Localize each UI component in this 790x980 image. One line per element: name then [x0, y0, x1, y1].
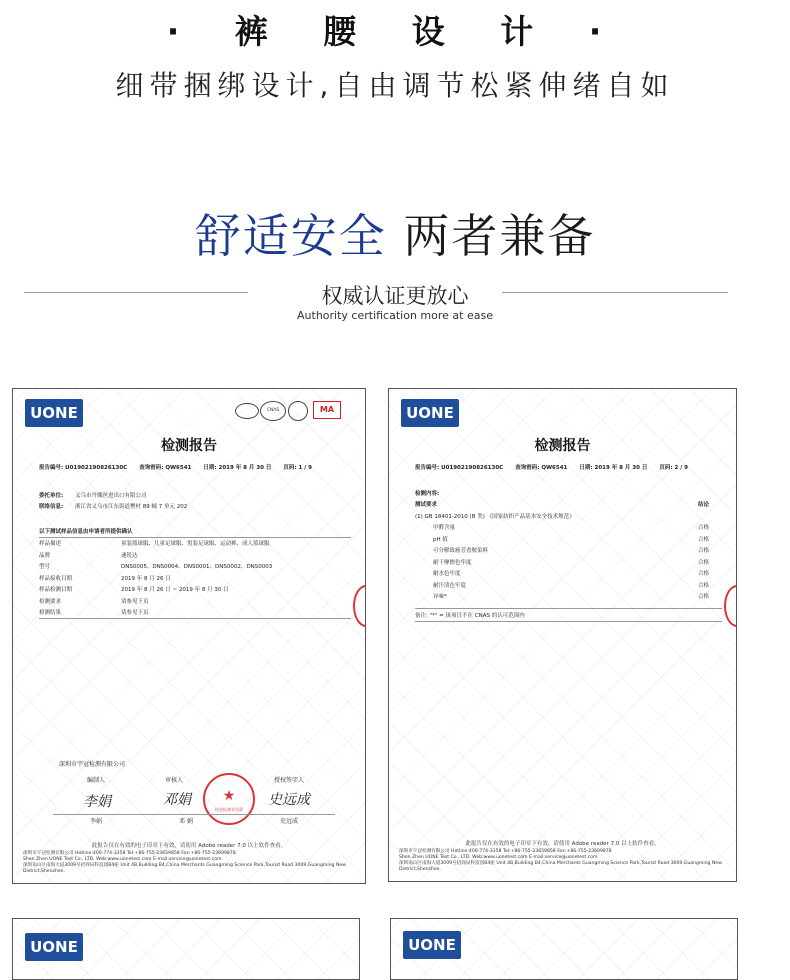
field-value: 2019 年 8 月 26 日	[121, 575, 171, 582]
client-info	[39, 489, 351, 512]
test-result: 合格	[698, 594, 710, 601]
test-standard: (1) GB 18401-2010 (B 类) 《国家纺织产品基本安全技术规范》	[415, 513, 575, 520]
validity-note: 此报告仅在有效的电子印章下有效，请使用 Adobe reader 7.0 以上软件查看。	[91, 843, 287, 849]
cnas-badge: CNAS	[260, 401, 286, 421]
footer-line: 深圳南山区南海大道3009号招商局科技园B4座 Unit 4B,Building B4,China Merchants Guangming Science Park,Tourist Road 3009,Guangming New District,Shenzhen.	[23, 863, 346, 874]
headline	[0, 200, 790, 266]
remark: 备注: "*" = 该项目不在 CNAS 的认可范围内	[415, 612, 525, 619]
test-result: 合格	[698, 525, 710, 532]
signer-name: 邓 娟	[179, 818, 193, 825]
field-label: 型号	[39, 564, 51, 571]
remark-rule	[415, 621, 722, 622]
test-item: 可分解致癌芳香胺染料	[433, 548, 489, 555]
signer-name: 李娟	[89, 818, 102, 825]
field-value: 请参见下页	[121, 598, 149, 605]
test-result: 合格	[698, 582, 710, 589]
test-result: 合格	[698, 571, 710, 578]
validity-note: 此报告仅在有效的电子印章下有效，请使用 Adobe reader 7.0 以上软件查看。	[465, 841, 660, 847]
authority-title-cn: 权威认证更放心	[321, 284, 469, 308]
uone-logo: UONE	[25, 933, 83, 961]
test-item: 耐汗渍色牢度	[433, 582, 467, 589]
certificate-page-3	[12, 918, 360, 980]
query-code: 查询密码: QW6541	[515, 465, 568, 471]
content-label: 检测内容:	[415, 490, 440, 497]
test-result: 合格	[698, 536, 710, 543]
company-footer	[23, 851, 355, 875]
sample-info	[39, 525, 351, 619]
certificate-page-2	[388, 388, 737, 882]
test-item: 耐水色牢度	[433, 571, 461, 578]
waist-design-subtitle: 细带捆绑设计,自由调节松紧伸绪自如	[115, 69, 675, 102]
field-value: 童装篮球服、儿童足球服、男装足球服、运动裤、成人篮球服	[121, 541, 270, 548]
company-footer	[399, 849, 726, 873]
query-code: 查询密码: QW6541	[139, 465, 192, 471]
report-date: 日期: 2019 年 8 月 30 日	[203, 465, 272, 471]
authority-title-en: Authority certification more at ease	[297, 309, 493, 322]
address-label: 联络信息:	[39, 504, 64, 511]
ma-badge: MA	[313, 401, 341, 419]
address-value: 浙江省义乌市江东街道樊村 89 幢 7 单元 202	[75, 504, 188, 511]
report-number: 报告编号: U01902190826130C	[415, 465, 504, 471]
sample-rule-bottom	[39, 618, 351, 619]
signer-role: 授权签字人	[273, 777, 304, 784]
sign-rule	[53, 814, 335, 815]
client-value: 义乌市丹娜丝进出口有限公司	[75, 492, 147, 499]
footer-line: Shen Zhen UONE Test Co., LTD. Web:www.uonetest.com E-mail:service@uonetest.com	[23, 857, 222, 862]
uone-logo: UONE	[25, 399, 83, 427]
signature-1: 李娟	[83, 794, 111, 810]
ilac-badge-icon	[235, 403, 259, 419]
edge-seal-mark	[353, 585, 366, 627]
test-requirement-label: 测试要求	[415, 502, 438, 509]
certificate-page-4	[390, 918, 738, 980]
field-label: 检测要求	[39, 598, 62, 605]
signature-3: 史远成	[268, 792, 310, 808]
footer-line: 深圳市宇冠检测有限公司 Hotline:400-774-3358 Tel:+86-755-23659858 Fax:+86-755-23699878	[23, 851, 236, 856]
signature-2: 邓娟	[163, 792, 191, 808]
test-result: 合格	[698, 559, 710, 566]
certificate-page-1	[12, 388, 366, 884]
field-value: 请参见下页	[121, 610, 149, 617]
field-value: DNS0005、DNS0004、DNS0001、DNS0002、DNS0003	[121, 564, 273, 571]
accreditation-badge-icon	[288, 401, 308, 421]
company-name: 深圳市宇冠检测有限公司	[59, 761, 126, 768]
page-number: 页码: 2 / 9	[659, 465, 688, 471]
footer-line: Shen Zhen UONE Test Co., LTD. Web:www.uonetest.com E-mail:service@uonetest.com	[399, 855, 598, 860]
client-label: 委托单位:	[39, 492, 64, 499]
test-item: 耐干摩擦色牢度	[433, 559, 472, 566]
field-label: 样品检测日期	[39, 587, 73, 594]
conclusion-label: 结论	[698, 502, 710, 509]
test-item: 异味*	[433, 594, 447, 601]
uone-logo: UONE	[403, 931, 461, 959]
page-number: 页码: 1 / 9	[283, 465, 312, 471]
report-title: 检测报告	[161, 438, 217, 454]
test-item: pH 值	[433, 536, 448, 543]
headline-part2: 两者兼备	[403, 209, 596, 263]
uone-logo: UONE	[401, 399, 459, 427]
test-item: 甲醛含量	[433, 525, 456, 532]
report-meta	[39, 463, 355, 471]
field-value: 速锐达	[121, 552, 138, 559]
signer-role: 审核人	[164, 777, 183, 784]
field-label: 品牌	[39, 552, 51, 559]
report-title: 检测报告	[534, 438, 591, 454]
test-result: 合格	[698, 548, 710, 555]
report-meta	[415, 463, 726, 471]
signer-role: 编制人	[86, 777, 105, 784]
sample-section-title: 以下测试样品信息由申请者所提供确认	[39, 528, 133, 535]
field-value: 2019 年 8 月 26 日 ~ 2019 年 8 月 30 日	[121, 587, 229, 594]
report-number: 报告编号: U01902190826130C	[39, 465, 128, 471]
field-label: 样品描述	[39, 541, 62, 548]
test-results	[415, 487, 722, 622]
footer-line: 深圳南山区南海大道3009号招商局科技园B4座 Unit 4B,Building B4,China Merchants Guangming Science Park,Tourist Road 3009,Guangming New District,Shenzhen.	[399, 861, 722, 872]
waist-design-title: · 裤 腰 设 计 ·	[166, 12, 624, 51]
field-label: 检测结果	[39, 610, 62, 617]
seal-text: 检验检测专用章	[215, 807, 243, 812]
footer-line: 深圳市宇冠检测有限公司 Hotline:400-774-3358 Tel:+86-755-23659858 Fax:+86-755-23699878	[399, 849, 612, 854]
signer-name: 史远成	[279, 818, 298, 825]
edge-seal-mark	[724, 585, 737, 627]
report-date: 日期: 2019 年 8 月 30 日	[579, 465, 648, 471]
seal-star-icon: ★	[222, 788, 236, 804]
headline-part1: 舒适安全	[194, 209, 387, 263]
field-label: 样品接收日期	[39, 575, 73, 582]
